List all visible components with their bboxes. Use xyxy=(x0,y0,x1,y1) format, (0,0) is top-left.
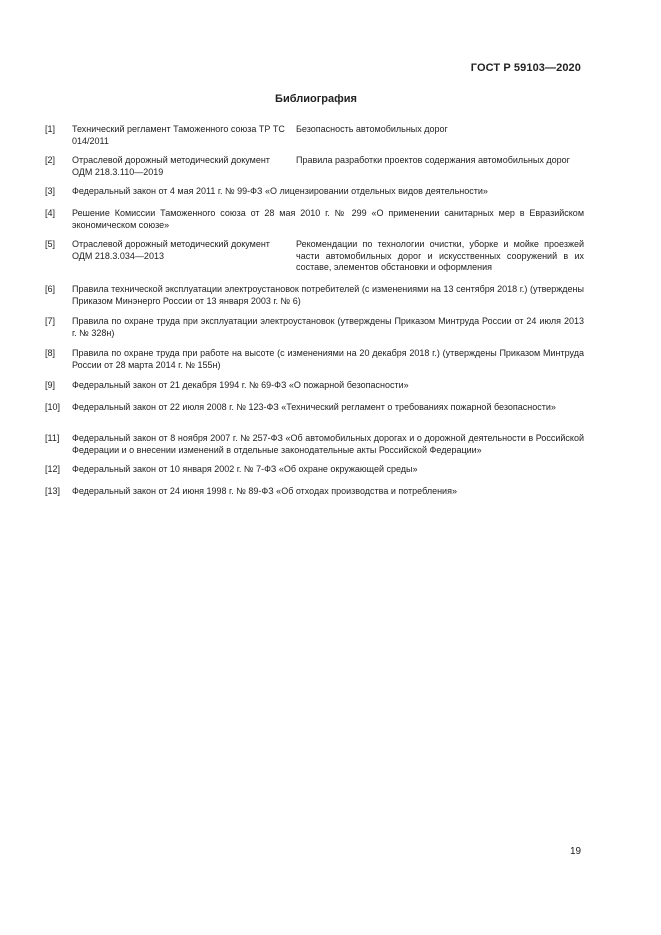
entry-number: [4] xyxy=(45,208,56,218)
entry-text: Правила по охране труда при эксплуатации электроустановок (утверждены Приказом Минтруда России от 24 июля 2013 г. № 328н) xyxy=(72,316,584,338)
entry-source: Отраслевой дорожный методический документ ОДМ 218.3.034—2013 xyxy=(72,239,270,261)
entry-text: Федеральный закон от 4 мая 2011 г. № 99-ФЗ «О лицензировании отдельных видов деятельности» xyxy=(72,186,488,196)
entry-number: [5] xyxy=(45,239,56,249)
entry-text: Правила по охране труда при работе на высоте (с изменениями на 20 декабря 2018 г.) (утверждены Приказом Минтруда России от 28 марта 2014 г. № 155н) xyxy=(72,348,584,370)
entry-text: Федеральный закон от 21 декабря 1994 г. № 69-ФЗ «О пожарной безопасности» xyxy=(72,380,409,390)
entry-title: Безопасность автомобильных дорог xyxy=(296,124,448,134)
entry-number: [6] xyxy=(45,284,56,294)
entry-number: [8] xyxy=(45,348,56,358)
entry-number: [13] xyxy=(45,486,61,496)
entry-source: Технический регламент Таможенного союза ТР ТС 014/2011 xyxy=(72,124,285,146)
entry-title: Правила разработки проектов содержания автомобильных дорог xyxy=(296,155,570,165)
entry-text: Решение Комиссии Таможенного союза от 28 мая 2010 г. № 299 «О применении санитарных мер в Евразийском экономическом союзе» xyxy=(72,208,584,230)
page-title: Библиография xyxy=(275,93,357,105)
entry-number: [7] xyxy=(45,316,56,326)
entry-title: Рекомендации по технологии очистки, уборке и мойке проезжей части автомобильных дорог и искусственных сооружений в их составе, элементов обстановки и оформления xyxy=(296,239,584,272)
entry-number: [3] xyxy=(45,186,56,196)
entry-number: [2] xyxy=(45,155,56,165)
entry-number: [9] xyxy=(45,380,56,390)
entry-number: [12] xyxy=(45,464,61,474)
entry-number: [10] xyxy=(45,402,61,412)
entry-text: Федеральный закон от 24 июня 1998 г. № 89-ФЗ «Об отходах производства и потребления» xyxy=(72,486,457,496)
entry-number: [1] xyxy=(45,124,56,134)
entry-text: Правила технической эксплуатации электроустановок потребителей (с изменениями на 13 сентября 2018 г.) (утверждены Приказом Минэнерго России от 13 января 2003 г. № 6) xyxy=(72,284,584,306)
entry-text: Федеральный закон от 8 ноября 2007 г. № 257-ФЗ «Об автомобильных дорогах и о дорожной деятельности в Российской Федерации и о внесении изменений в отдельные законодательные акты Российской Федерации» xyxy=(72,433,584,455)
entry-text: Федеральный закон от 22 июля 2008 г. № 123-ФЗ «Технический регламент о требованиях пожарной безопасности» xyxy=(72,402,556,412)
document-id-header: ГОСТ Р 59103—2020 xyxy=(470,62,581,74)
entry-text: Федеральный закон от 10 января 2002 г. № 7-ФЗ «Об охране окружающей среды» xyxy=(72,464,418,474)
entry-source: Отраслевой дорожный методический документ ОДМ 218.3.110—2019 xyxy=(72,155,270,177)
entry-number: [11] xyxy=(45,433,60,443)
page-number: 19 xyxy=(570,846,582,857)
